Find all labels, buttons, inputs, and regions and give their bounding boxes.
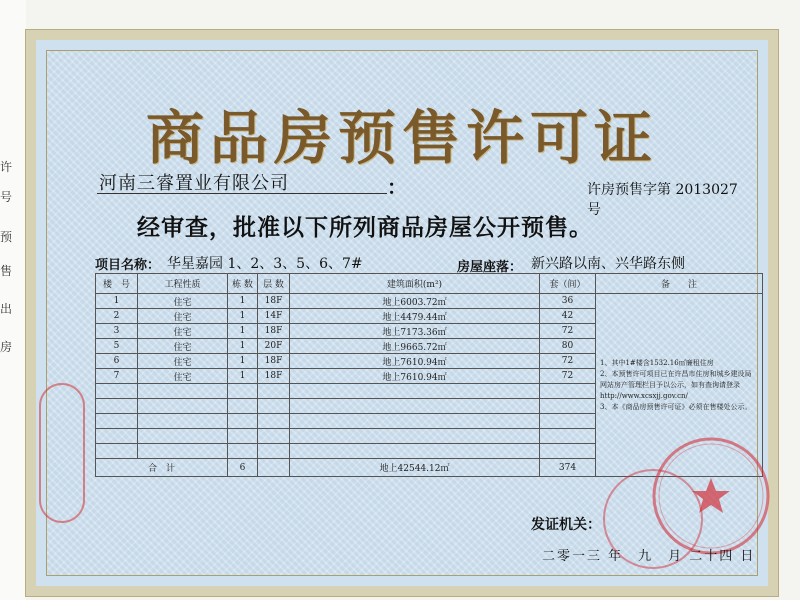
cell-floors: 18F — [258, 369, 290, 384]
header-area: 建筑面积(m²) — [290, 274, 540, 294]
cell-building: 6 — [96, 354, 138, 369]
cell-building: 7 — [96, 369, 138, 384]
cell-units: 42 — [540, 309, 596, 324]
cell-area: 地上7173.36㎡ — [290, 324, 540, 339]
cell-nature: 住宅 — [138, 369, 228, 384]
partial-seal-left — [39, 383, 85, 523]
cell-count: 1 — [228, 369, 258, 384]
project-label: 项目名称： — [95, 258, 161, 273]
cell-floors: 20F — [258, 339, 290, 354]
header-remarks: 备 注 — [596, 274, 763, 294]
company-underline — [97, 193, 387, 194]
cell-area: 地上7610.94㎡ — [290, 354, 540, 369]
margin-char: 预 — [0, 230, 13, 244]
cell-nature: 住宅 — [138, 294, 228, 309]
cell-building: 3 — [96, 324, 138, 339]
header-nature: 工程性质 — [138, 274, 228, 294]
cell-area: 地上6003.72㎡ — [290, 294, 540, 309]
cell-area: 地上7610.94㎡ — [290, 369, 540, 384]
cell-nature: 住宅 — [138, 324, 228, 339]
certificate-title: 商品房预售许可证 — [145, 104, 658, 172]
header-building: 楼 号 — [96, 274, 138, 294]
table-header-row — [96, 274, 763, 294]
cell-nature: 住宅 — [138, 309, 228, 324]
margin-char: 许 — [0, 160, 13, 174]
note-line: 2、本预售许可项目已在许昌市住房和城乡建设局网站房产管理栏目予以公示，如有查询请登录 — [600, 369, 752, 389]
margin-char: 出 — [0, 302, 13, 316]
cell-floors: 18F — [258, 354, 290, 369]
project-name: 华星嘉园 1、2、3、5、6、7# — [167, 256, 363, 272]
note-line: 3、本《商品房预售许可证》必须在售楼处公示。 — [600, 402, 752, 411]
cell-building: 2 — [96, 309, 138, 324]
approval-statement: 经审查，批准以下所列商品房屋公开预售。 — [137, 214, 593, 241]
header-floors: 层 数 — [258, 274, 290, 294]
margin-char: 房 — [0, 340, 13, 354]
location-label: 房屋座落： — [457, 260, 523, 275]
header-units: 套（间） — [540, 274, 596, 294]
cell-floors: 18F — [258, 324, 290, 339]
cell-units: 72 — [540, 324, 596, 339]
presale-permit-certificate — [26, 30, 778, 596]
location-value: 新兴路以南、兴华路东侧 — [531, 256, 685, 272]
total-label: 合 计 — [96, 459, 228, 477]
table-row — [96, 294, 763, 309]
cell-nature: 住宅 — [138, 339, 228, 354]
company-name: 河南三睿置业有限公司 — [99, 173, 289, 194]
total-count: 6 — [228, 459, 258, 477]
total-units: 374 — [540, 459, 596, 477]
issuer-label: 发证机关： — [531, 517, 601, 533]
seal-star-icon — [692, 478, 730, 513]
cell-count: 1 — [228, 309, 258, 324]
header-count: 栋 数 — [228, 274, 258, 294]
cell-count: 1 — [228, 354, 258, 369]
margin-char: 售 — [0, 264, 13, 278]
cell-units: 36 — [540, 294, 596, 309]
cell-floors: 14F — [258, 309, 290, 324]
cell-area: 地上9665.72㎡ — [290, 339, 540, 354]
cell-building: 1 — [96, 294, 138, 309]
cell-units: 72 — [540, 369, 596, 384]
cell-count: 1 — [228, 294, 258, 309]
cell-count: 1 — [228, 324, 258, 339]
note-line: 1、其中1#楼含1532.16㎡廉租住房 — [600, 358, 714, 367]
margin-char: 号 — [0, 190, 13, 204]
cell-building: 5 — [96, 339, 138, 354]
left-margin-strip — [0, 0, 26, 600]
company-colon: ： — [387, 175, 407, 199]
cell-units: 80 — [540, 339, 596, 354]
note-line: http://www.xcsxjj.gov.cn/ — [600, 391, 688, 400]
cell-area: 地上4479.44㎡ — [290, 309, 540, 324]
certificate-body — [46, 50, 758, 576]
cell-units: 72 — [540, 354, 596, 369]
total-area: 地上42544.12㎡ — [290, 459, 540, 477]
official-seal — [651, 436, 771, 556]
cell-count: 1 — [228, 339, 258, 354]
cell-nature: 住宅 — [138, 354, 228, 369]
permit-number: 许房预售字第 2013027 号 — [587, 182, 752, 218]
cell-floors: 18F — [258, 294, 290, 309]
issue-date: 二零一三 年 九 月 二十四 日 — [542, 549, 756, 564]
